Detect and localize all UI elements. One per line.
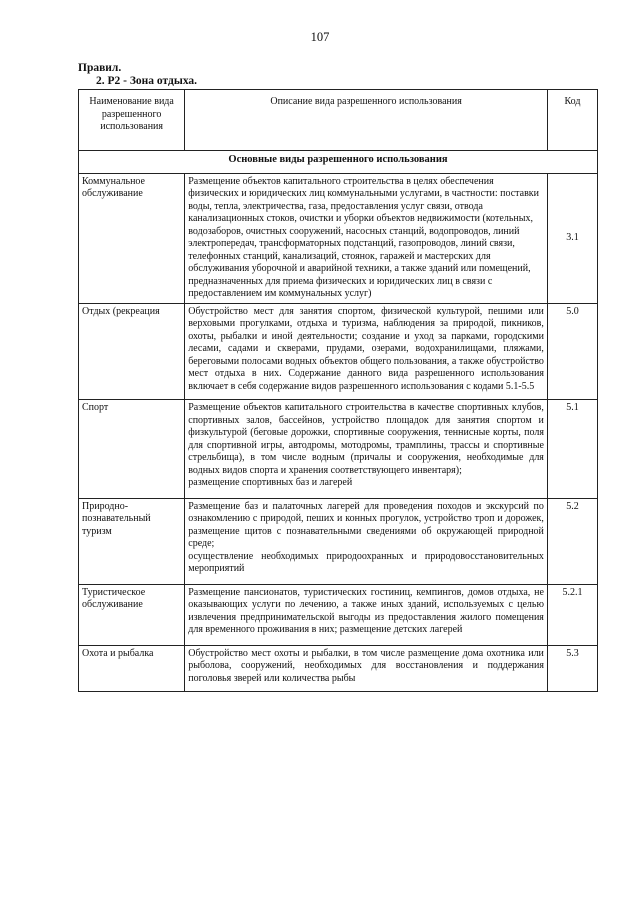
- header-description: Описание вида разрешенного использования: [185, 90, 548, 151]
- heading-line-rules: Правил.: [78, 62, 122, 74]
- row-description-part: Размещение баз и палаточных лагерей для проведения походов и экскурсий по ознакомлению с природой, пеших и конных прогулок, устройство троп и дорожек, размещение щитов с познавательными сведениями об окружающей природной среде;: [188, 500, 544, 549]
- row-code: 5.2.1: [547, 584, 597, 645]
- row-code: 5.3: [547, 645, 597, 692]
- row-description: [185, 400, 548, 499]
- row-code: 5.1: [547, 400, 597, 499]
- row-description: Размещение пансионатов, туристических гостиниц, кемпингов, домов отдыха, не оказывающих услуги по лечению, а также иных зданий, используемых с целью извлечения предпринимательской выгоды из предоставления жилого помещения для временного проживания в них; размещение детских лагерей: [185, 584, 548, 645]
- row-name: Спорт: [79, 400, 185, 499]
- section-heading: [78, 62, 197, 88]
- row-description: Размещение объектов капитального строительства в целях обеспечения физических и юридических лиц коммунальными услугами, в частности: поставки воды, тепла, электричества, газа, предоставления услуг связи, отвода канализационных стоков, очистки и уборки объектов недвижимости (котельных, водозаборов, очистных сооружений, насосных станций, водопроводов, линий электропередач, трансформаторных подстанций, газопроводов, линий связи, телефонных станций, канализаций, стоянок, гаражей и мастерских для обслуживания уборочной и аварийной техники, а также зданий или помещений, предназначенных для приема физических и юридических лиц в связи с предоставлением им коммунальных услуг): [185, 173, 548, 303]
- table-row: [79, 303, 598, 400]
- row-description-part: осуществление необходимых природоохранных и природовосстановительных мероприятий: [188, 550, 544, 574]
- row-description: [185, 498, 548, 584]
- table-row: [79, 400, 598, 499]
- row-name: Охота и рыбалка: [79, 645, 185, 692]
- table-header-row: [79, 90, 598, 151]
- row-description: Обустройство мест для занятия спортом, физической культурой, пешими или верховыми прогулками, отдыха и туризма, наблюдения за природой, пикников, охоты, рыбалки и иной деятельности; создание и уход за парками, городскими лесами, садами и скверами, прудами, озерами, водохранилищами, пляжами, береговыми полосами водных объектов общего пользования, а также обустройство мест отдыха в них. Содержание данного вида разрешенного использования включает в себя содержание видов разрешенного использования с кодами 5.1-5.5: [185, 303, 548, 400]
- row-code: 5.0: [547, 303, 597, 400]
- table-row: [79, 584, 598, 645]
- row-description: Обустройство мест охоты и рыбалки, в том числе размещение дома охотника или рыболова, сооружений, необходимых для восстановления и поддержания поголовья зверей или количества рыбы: [185, 645, 548, 692]
- land-use-table: [78, 89, 598, 692]
- row-name: Туристическое обслуживание: [79, 584, 185, 645]
- heading-line-zone: 2. Р2 - Зона отдыха.: [96, 75, 198, 87]
- page-number: 107: [310, 30, 330, 44]
- row-description-part: размещение спортивных баз и лагерей: [188, 477, 353, 488]
- table-row: [79, 498, 598, 584]
- header-name: Наименование вида разрешенного использования: [79, 90, 185, 151]
- header-code: Код: [547, 90, 597, 151]
- row-code: 5.2: [547, 498, 597, 584]
- table-row: [79, 173, 598, 303]
- section-title: Основные виды разрешенного использования: [79, 151, 598, 174]
- row-name: Коммунальное обслуживание: [79, 173, 185, 303]
- row-name: Природно-познавательный туризм: [79, 498, 185, 584]
- row-code: 3.1: [547, 173, 597, 303]
- row-name: Отдых (рекреация: [79, 303, 185, 400]
- table-row: [79, 645, 598, 692]
- row-description-part: Размещение объектов капитального строительства в качестве спортивных клубов, спортивных залов, бассейнов, устройство площадок для занятия спортом и физкультурой (беговые дорожки, спортивные сооружения, теннисные корты, поля для спортивной игры, автодромы, мотодромы, трамплины, трассы и спортивные стрельбища), в том числе водным (причалы и сооружения, необходимые для водных видов спорта и хранения соответствующего инвентаря);: [188, 402, 544, 476]
- section-row: [79, 151, 598, 174]
